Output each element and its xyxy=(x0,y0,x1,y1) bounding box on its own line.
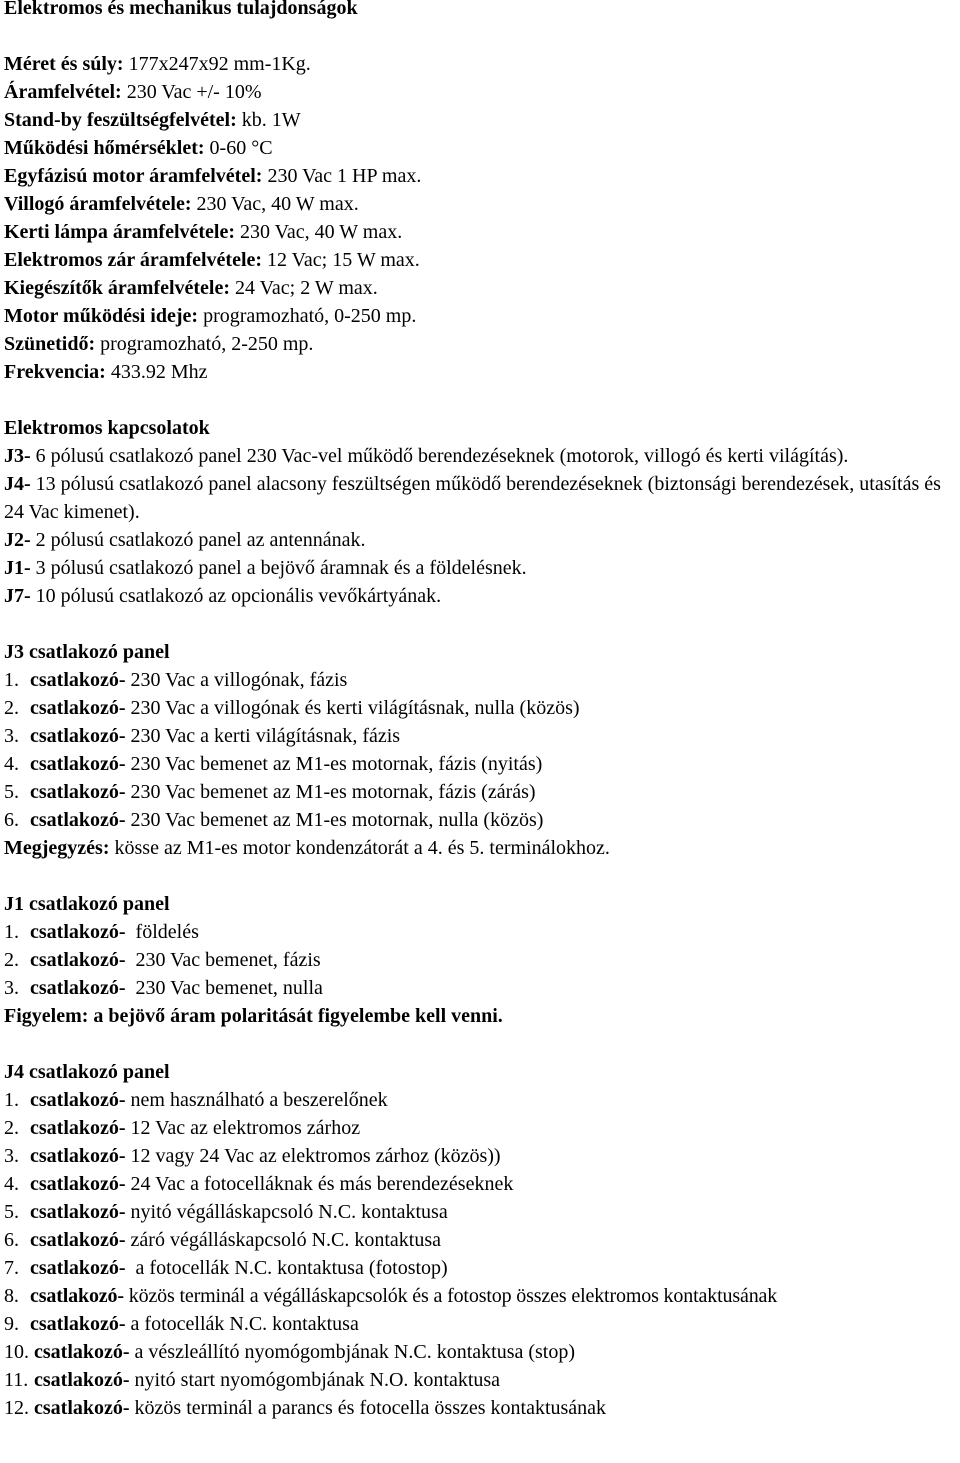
item-number: 11. xyxy=(4,1369,29,1391)
item-label: csatlakozó- xyxy=(30,669,126,691)
spec-value: 230 Vac, 40 W max. xyxy=(191,193,359,215)
spec-value: 230 Vac, 40 W max. xyxy=(235,221,403,243)
spec-row xyxy=(4,358,948,386)
item-text: 12 vagy 24 Vac az elektromos zárhoz (közös)) xyxy=(125,1145,501,1167)
list-item xyxy=(4,1394,948,1422)
item-text: közös terminál a parancs és fotocella összes kontaktusának xyxy=(129,1397,607,1419)
item-number: 5. xyxy=(4,781,19,803)
item-label: csatlakozó- xyxy=(30,949,126,971)
item-label: csatlakozó- xyxy=(30,1145,126,1167)
connector-text: 13 pólusú csatlakozó panel alacsony feszültségen működő berendezéseknek (biztonsági berendezések, utasítás és 24 Vac kimenet). xyxy=(4,473,941,523)
item-text: 12 Vac az elektromos zárhoz xyxy=(125,1117,361,1139)
item-label: csatlakozó- xyxy=(30,697,126,719)
spec-label: Frekvencia: xyxy=(4,361,106,383)
spec-row xyxy=(4,218,948,246)
item-label: csatlakozó- xyxy=(30,1201,126,1223)
item-number: 6. xyxy=(4,809,19,831)
note-text: kösse az M1-es motor kondenzátorát a 4. és 5. terminálokhoz. xyxy=(109,837,610,859)
item-number: 8. xyxy=(4,1285,19,1307)
item-text: 230 Vac bemenet, nulla xyxy=(125,977,323,999)
spec-row xyxy=(4,330,948,358)
item-label: csatlakozó- xyxy=(34,1397,130,1419)
item-label: csatlakozó- xyxy=(30,1313,126,1335)
item-number: 10. xyxy=(4,1341,29,1363)
note xyxy=(4,834,948,862)
item-number: 2. xyxy=(4,1117,19,1139)
item-text: nyitó start nyomógombjának N.O. kontaktusa xyxy=(129,1369,501,1391)
spec-value: 230 Vac +/- 10% xyxy=(121,81,262,103)
spec-row xyxy=(4,162,948,190)
specs-list xyxy=(4,50,948,386)
item-text: földelés xyxy=(125,921,199,943)
item-number: 1. xyxy=(4,1089,19,1111)
connector-label: J1- xyxy=(4,557,31,579)
connection-item xyxy=(4,470,948,526)
item-label: csatlakozó- xyxy=(30,1173,126,1195)
connector-text: 6 pólusú csatlakozó panel 230 Vac-vel működő berendezéseknek (motorok, villogó és kerti világítás). xyxy=(30,445,849,467)
item-text: a vészleállító nyomógombjának N.C. kontaktusa (stop) xyxy=(129,1341,576,1363)
spec-label: Kiegészítők áramfelvétele: xyxy=(4,277,231,299)
list-item xyxy=(4,1226,948,1254)
list-item xyxy=(4,918,948,946)
list-item xyxy=(4,974,948,1002)
item-number: 1. xyxy=(4,921,19,943)
item-text: közös terminál a végálláskapcsolók és a fotostop összes elektromos kontaktusának xyxy=(123,1285,778,1307)
item-text: a fotocellák N.C. kontaktusa xyxy=(125,1313,359,1335)
item-label: csatlakozó- xyxy=(34,1369,130,1391)
connection-item xyxy=(4,554,948,582)
spec-label: Egyfázisú motor áramfelvétel: xyxy=(4,165,263,187)
item-label: csatlakozó- xyxy=(30,921,126,943)
section-heading: J1 csatlakozó panel xyxy=(4,893,170,915)
spec-value: 24 Vac; 2 W max. xyxy=(230,277,378,299)
item-text: nyitó végálláskapcsoló N.C. kontaktusa xyxy=(125,1201,448,1223)
spec-value: kb. 1W xyxy=(236,109,301,131)
item-text: 230 Vac bemenet az M1-es motornak, fázis (zárás) xyxy=(125,781,536,803)
connector-label: J7- xyxy=(4,585,31,607)
item-label: csatlakozó- xyxy=(30,1257,126,1279)
item-number: 3. xyxy=(4,977,19,999)
spec-label: Szünetidő: xyxy=(4,333,96,355)
connection-item xyxy=(4,442,948,470)
list-item xyxy=(4,1254,948,1282)
item-label: csatlakozó- xyxy=(34,1341,130,1363)
spec-label: Elektromos zár áramfelvétele: xyxy=(4,249,263,271)
section-heading: Elektromos kapcsolatok xyxy=(4,417,210,439)
spec-label: Stand-by feszültségfelvétel: xyxy=(4,109,237,131)
connector-text: 2 pólusú csatlakozó panel az antennának. xyxy=(30,529,366,551)
item-label: csatlakozó- xyxy=(30,1229,126,1251)
list-item xyxy=(4,1114,948,1142)
item-text: nem használható a beszerelőnek xyxy=(125,1089,388,1111)
list-item xyxy=(4,778,948,806)
connector-label: J3- xyxy=(4,445,31,467)
list-item xyxy=(4,1170,948,1198)
item-text: a fotocellák N.C. kontaktusa (fotostop) xyxy=(125,1257,448,1279)
list-item xyxy=(4,1338,948,1366)
spec-label: Áramfelvétel: xyxy=(4,81,122,103)
section-heading: J4 csatlakozó panel xyxy=(4,1061,170,1083)
list-item xyxy=(4,806,948,834)
spec-label: Villogó áramfelvétele: xyxy=(4,193,192,215)
item-text: 230 Vac bemenet az M1-es motornak, nulla (közös) xyxy=(125,809,544,831)
item-number: 12. xyxy=(4,1397,29,1419)
connections-section xyxy=(4,414,948,610)
item-number: 3. xyxy=(4,1145,19,1167)
connection-item xyxy=(4,526,948,554)
item-number: 7. xyxy=(4,1257,19,1279)
spec-value: 177x247x92 mm-1Kg. xyxy=(123,53,311,75)
item-label: csatlakozó- xyxy=(30,1285,124,1307)
spec-row xyxy=(4,134,948,162)
item-number: 5. xyxy=(4,1201,19,1223)
spec-value: 0-60 °C xyxy=(204,137,273,159)
spec-label: Méret és súly: xyxy=(4,53,124,75)
item-text: 230 Vac a villogónak és kerti világításnak, nulla (közös) xyxy=(125,697,580,719)
spec-label: Működési hőmérséklet: xyxy=(4,137,205,159)
item-text: 230 Vac bemenet az M1-es motornak, fázis (nyitás) xyxy=(125,753,543,775)
item-label: csatlakozó- xyxy=(30,977,126,999)
item-text: 230 Vac a villogónak, fázis xyxy=(125,669,348,691)
item-number: 2. xyxy=(4,949,19,971)
item-label: csatlakozó- xyxy=(30,725,126,747)
j3-section xyxy=(4,638,948,862)
spec-label: Kerti lámpa áramfelvétele: xyxy=(4,221,236,243)
item-number: 1. xyxy=(4,669,19,691)
spec-value: 12 Vac; 15 W max. xyxy=(262,249,420,271)
item-text: 230 Vac a kerti világításnak, fázis xyxy=(125,725,401,747)
item-number: 6. xyxy=(4,1229,19,1251)
item-text: záró végálláskapcsoló N.C. kontaktusa xyxy=(125,1229,442,1251)
item-label: csatlakozó- xyxy=(30,1117,126,1139)
spec-value: programozható, 0-250 mp. xyxy=(198,305,417,327)
connector-text: 10 pólusú csatlakozó az opcionális vevőkártyának. xyxy=(30,585,442,607)
list-item xyxy=(4,694,948,722)
spec-row xyxy=(4,274,948,302)
spec-label: Motor működési ideje: xyxy=(4,305,199,327)
spec-value: 433.92 Mhz xyxy=(105,361,208,383)
spec-row xyxy=(4,106,948,134)
spec-value: programozható, 2-250 mp. xyxy=(95,333,314,355)
item-label: csatlakozó- xyxy=(30,809,126,831)
document-title: Elektromos és mechanikus tulajdonságok xyxy=(4,0,358,19)
item-text: 24 Vac a fotocelláknak és más berendezéseknek xyxy=(125,1173,514,1195)
list-item xyxy=(4,1282,948,1310)
warning-note: Figyelem: a bejövő áram polaritását figyelembe kell venni. xyxy=(4,1005,503,1027)
list-item xyxy=(4,1198,948,1226)
list-item xyxy=(4,722,948,750)
list-item xyxy=(4,1310,948,1338)
connector-label: J4- xyxy=(4,473,31,495)
list-item xyxy=(4,1086,948,1114)
item-number: 3. xyxy=(4,725,19,747)
j4-section xyxy=(4,1058,948,1422)
item-number: 9. xyxy=(4,1313,19,1335)
list-item xyxy=(4,750,948,778)
list-item xyxy=(4,1366,948,1394)
spec-row xyxy=(4,246,948,274)
item-label: csatlakozó- xyxy=(30,753,126,775)
item-number: 4. xyxy=(4,753,19,775)
list-item xyxy=(4,1142,948,1170)
j1-section xyxy=(4,890,948,1030)
item-number: 4. xyxy=(4,1173,19,1195)
connector-text: 3 pólusú csatlakozó panel a bejövő áramnak és a földelésnek. xyxy=(30,557,527,579)
spec-row xyxy=(4,78,948,106)
note-label: Megjegyzés: xyxy=(4,837,110,859)
item-number: 2. xyxy=(4,697,19,719)
section-heading: J3 csatlakozó panel xyxy=(4,641,170,663)
spec-row xyxy=(4,190,948,218)
list-item xyxy=(4,946,948,974)
item-label: csatlakozó- xyxy=(30,781,126,803)
spec-row xyxy=(4,50,948,78)
connector-label: J2- xyxy=(4,529,31,551)
item-text: 230 Vac bemenet, fázis xyxy=(125,949,321,971)
item-label: csatlakozó- xyxy=(30,1089,126,1111)
spec-value: 230 Vac 1 HP max. xyxy=(262,165,422,187)
connection-item xyxy=(4,582,948,610)
spec-row xyxy=(4,302,948,330)
list-item xyxy=(4,666,948,694)
